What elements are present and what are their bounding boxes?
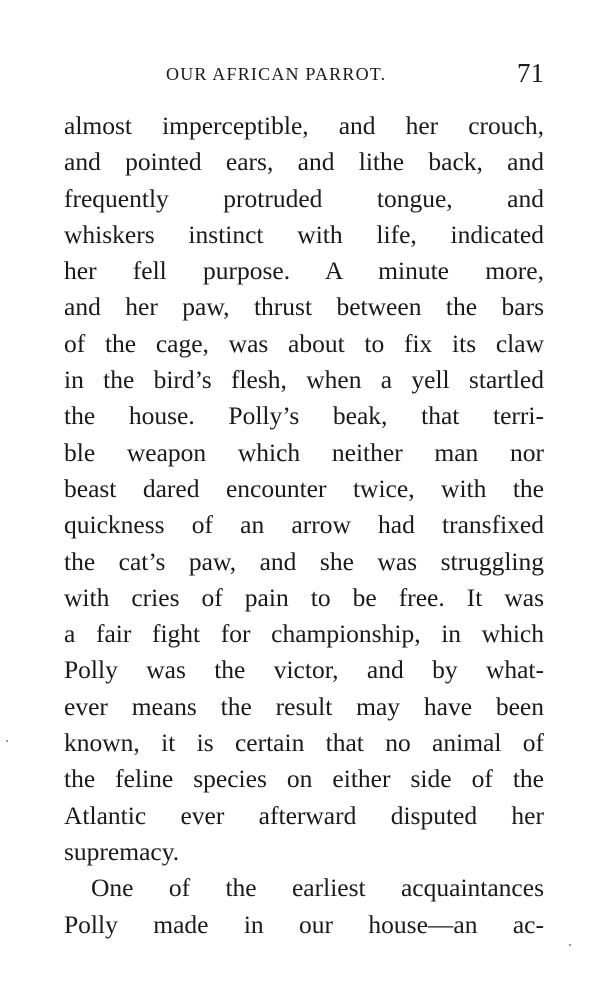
paragraph-start-line: One of the earliest acquaintances bbox=[91, 873, 544, 903]
text-line: the cat’s paw, and she was struggling bbox=[64, 546, 544, 576]
text-line: whiskers instinct with life, indicated bbox=[64, 219, 544, 249]
running-head bbox=[64, 58, 544, 92]
text-line: ever means the result may have been bbox=[64, 691, 544, 721]
text-line: her fell purpose. A minute more, bbox=[64, 256, 544, 286]
text-line: ble weapon which neither man nor bbox=[64, 437, 544, 467]
text-line: the house. Polly’s beak, that terri- bbox=[64, 401, 544, 431]
text-line: the feline species on either side of the bbox=[64, 764, 544, 794]
text-line: in the bird’s flesh, when a yell startled bbox=[64, 365, 544, 395]
paper-speck bbox=[569, 944, 571, 946]
text-line: frequently protruded tongue, and bbox=[64, 183, 544, 213]
text-line: Polly was the victor, and by what- bbox=[64, 655, 544, 685]
text-line: a fair fight for championship, in which bbox=[64, 619, 544, 649]
text-line: Atlantic ever afterward disputed her bbox=[64, 800, 544, 830]
text-line: with cries of pain to be free. It was bbox=[64, 582, 544, 612]
paper-speck bbox=[6, 740, 8, 742]
text-line: quickness of an arrow had transfixed bbox=[64, 510, 544, 540]
text-line: beast dared encounter twice, with the bbox=[64, 473, 544, 503]
text-line: known, it is certain that no animal of bbox=[64, 728, 544, 758]
text-line: of the cage, was about to fix its claw bbox=[64, 328, 544, 358]
text-line: and pointed ears, and lithe back, and bbox=[64, 147, 544, 177]
text-line: and her paw, thrust between the bars bbox=[64, 292, 544, 322]
text-line: almost imperceptible, and her crouch, bbox=[64, 111, 544, 140]
text-line: Polly made in our house—an ac- bbox=[64, 909, 544, 939]
body-text bbox=[64, 108, 544, 943]
page-number: 71 bbox=[517, 58, 544, 88]
text-line: supremacy. bbox=[64, 836, 180, 866]
running-title: OUR AFRICAN PARROT. bbox=[166, 64, 387, 84]
